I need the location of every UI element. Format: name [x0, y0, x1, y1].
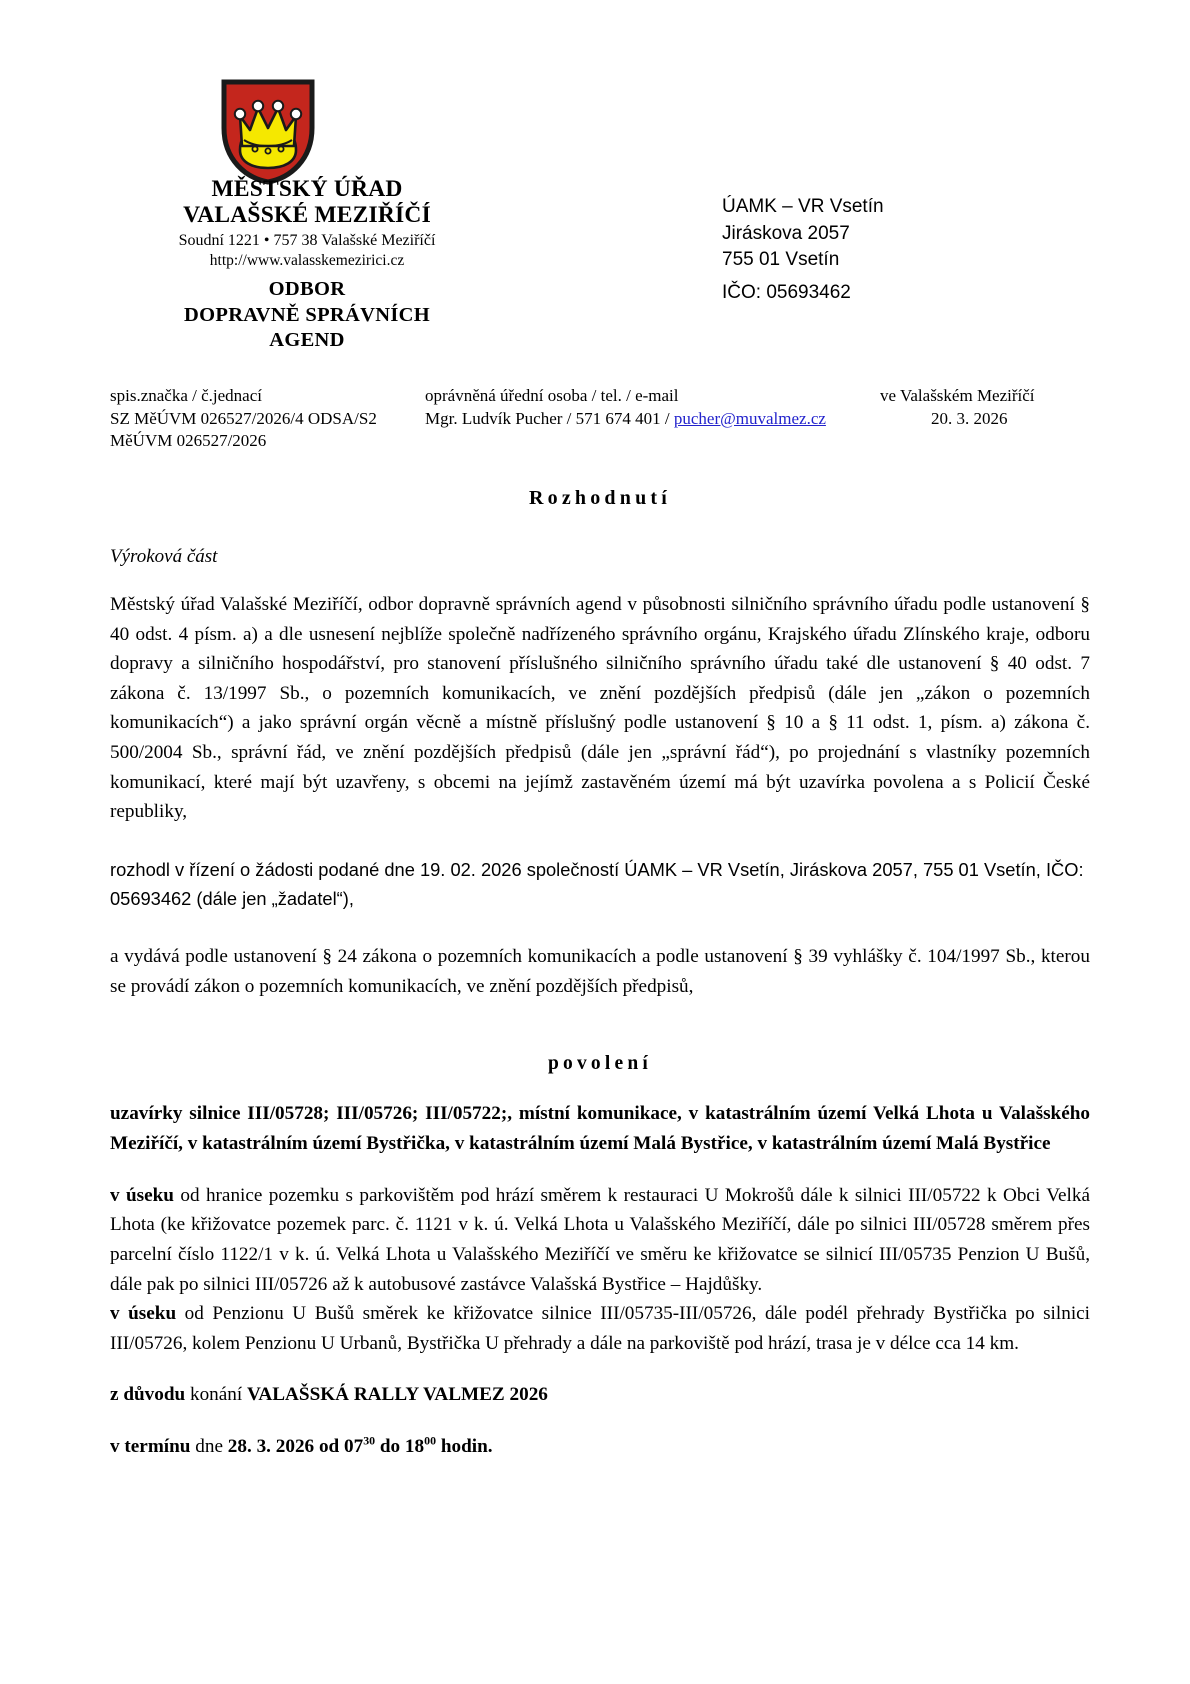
office-name-line-2: VALAŠSKÉ MEZIŘÍČÍ — [183, 202, 431, 228]
department-line-3: AGEND — [269, 329, 345, 351]
section-1-text: od hranice pozemku s parkovištěm pod hrází směrem k restauraci U Mokrošů dále k silnici III/05722 k Obci Velká Lhota (ke křižovatce pozemek parc. č. 1121 v k. ú. Velká Lhota u Valašského Meziříčí, dále po silnici III/05728 směrem přes parcelní číslo 1122/1 v k. ú. Velká Lhota u Valašského Meziříčí ve směru ke křižovatce se silnicí III/05735 Penzion U Bušů, dále pak po silnici III/05726 až k autobusové zastávce Valašská Bystřice – Hajdůšky. — [110, 1184, 1090, 1295]
paragraph-closure-roads: uzavírky silnice III/05728; III/05726; III/05722;, místní komunikace, v katastrálním území Velká Lhota u Valašského Meziříčí, v katastrálním území Bystřička, v katastrálním území Malá Bystřice, v katastrálním území Malá Bystřice — [110, 1103, 1090, 1154]
addressee-block — [722, 194, 884, 274]
value-date: 20. 3. 2026 — [931, 408, 1008, 428]
paragraph-decision-on-request: rozhodl v řízení o žádosti podané dne 19. 02. 2026 společností ÚAMK – VR Vsetín, Jiráskova 2057, 755 01 Vsetín, IČO: 05693462 (dále jen „žadatel“), — [110, 858, 1084, 910]
department-line-1: ODBOR — [268, 278, 346, 300]
addressee-street: Jiráskova 2057 — [722, 222, 850, 244]
reference-header-row — [110, 385, 1090, 408]
office-name-line-1: MĚSTSKÝ ÚŘAD — [211, 176, 403, 202]
term-minutes-end: 00 — [424, 1433, 437, 1448]
paragraph-issues-under: a vydává podle ustanovení § 24 zákona o pozemních komunikacích a podle ustanovení § 39 vyhlášky č. 104/1997 Sb., kterou se provádí zákon o pozemních komunikacích, ve znění pozdějších předpisů, — [110, 945, 1090, 997]
label-file-number: spis.značka / č.jednací — [110, 386, 262, 405]
spacer — [110, 1410, 1090, 1432]
office-identity — [62, 176, 552, 270]
value-document-number: MěÚVM 026527/2026 — [110, 431, 267, 450]
reason-lead: z důvodu — [110, 1384, 186, 1406]
reference-value-row — [110, 408, 1090, 431]
label-place: ve Valašském Meziříčí — [880, 386, 1035, 405]
spacer — [110, 1077, 1090, 1099]
paragraph-reason — [110, 1380, 1090, 1410]
section-2-text: od Penzionu U Bušů směrek ke křižovatce silnice III/05735-III/05726, dále podél přehrady Bystřička po silnici III/05726, kolem Penzionu U Urbanů, Bystřička U přehrady a dále na parkoviště pod hrází, trasa je v délce cca 14 km. — [110, 1303, 1090, 1354]
reason-event-name: VALAŠSKÁ RALLY VALMEZ 2026 — [247, 1384, 548, 1406]
reference-second-number-row — [110, 430, 1090, 453]
section-2-lead: v úseku — [110, 1303, 177, 1325]
reference-block — [110, 385, 1090, 453]
paragraph-term — [110, 1432, 1090, 1462]
reason-mid: konání — [185, 1384, 248, 1406]
coat-of-arms-icon — [218, 78, 318, 186]
department-line-2: DOPRAVNĚ SPRÁVNÍCH — [184, 303, 430, 326]
page-title: Rozhodnutí — [528, 487, 672, 509]
spacer — [110, 914, 1090, 942]
label-responsible-officer: oprávněná úřední osoba / tel. / e-mail — [425, 386, 679, 405]
office-website-url: http://www.valasskemezirici.cz — [209, 251, 405, 269]
heading-permission: povolení — [547, 1053, 653, 1075]
office-address: Soudní 1221 • 757 38 Valašské Meziříčí — [178, 232, 436, 249]
term-lead: v termínu — [110, 1435, 191, 1457]
document-body — [110, 485, 1090, 1461]
spacer — [110, 1029, 1090, 1051]
value-file-number: SZ MěÚVM 026527/2026/4 ODSA/S2 — [110, 408, 377, 428]
addressee-city: 755 01 Vsetín — [722, 249, 840, 270]
term-date-end: do 18 — [375, 1435, 425, 1457]
paragraph-section-2 — [110, 1299, 1090, 1358]
addressee-name: ÚAMK – VR Vsetín — [722, 196, 884, 217]
value-responsible-officer — [425, 408, 877, 431]
paragraph-authority-basis: Městský úřad Valašské Meziříčí, odbor dopravně správních agend v působnosti silničního správního úřadu podle ustanovení § 40 odst. 4 písm. a) a dle usnesení nejblíže společně nadřízeného správního orgánu, Krajského úřadu Zlínského kraje, odboru dopravy a silničního hospodářství, pro stanovení příslušného silničního správního úřadu také dle ustanovení § 40 odst. 7 zákona č. 13/1997 Sb., o pozemních komunikacích, ve znění pozdějších předpisů (dále jen „zákon o pozemních komunikacích“) a jako správní orgán věcně a místně příslušný podle ustanovení § 10 a § 11 odst. 1, písm. a) zákona č. 500/2004 Sb., správní řád, ve znění pozdějších předpisů (dále jen „správní řád“), po projednání s vlastníky pozemních komunikací, které mají být uzavřeny, s obcemi na jejímž zastavěném území má být uzavírka povolena a s Policií České republiky, — [110, 594, 1090, 823]
spacer — [110, 827, 1090, 855]
spacer — [110, 1159, 1090, 1181]
section-heading-operative-part: Výroková část — [110, 546, 218, 567]
spacer — [110, 1001, 1090, 1029]
letterhead — [0, 0, 1190, 360]
section-1-lead: v úseku — [110, 1184, 174, 1206]
paragraph-section-1 — [110, 1181, 1090, 1299]
officer-name-phone: Mgr. Ludvík Pucher / 571 674 401 / — [425, 408, 674, 428]
spacer — [110, 1358, 1090, 1380]
term-minutes-start: 30 — [363, 1433, 376, 1448]
term-suffix: hodin. — [436, 1435, 493, 1457]
officer-email-link[interactable]: pucher@muvalmez.cz — [673, 408, 826, 428]
addressee-ico: IČO: 05693462 — [722, 282, 851, 303]
department-name — [62, 277, 552, 354]
term-date-start: 28. 3. 2026 od 07 — [227, 1435, 364, 1457]
term-mid: dne — [190, 1435, 228, 1457]
